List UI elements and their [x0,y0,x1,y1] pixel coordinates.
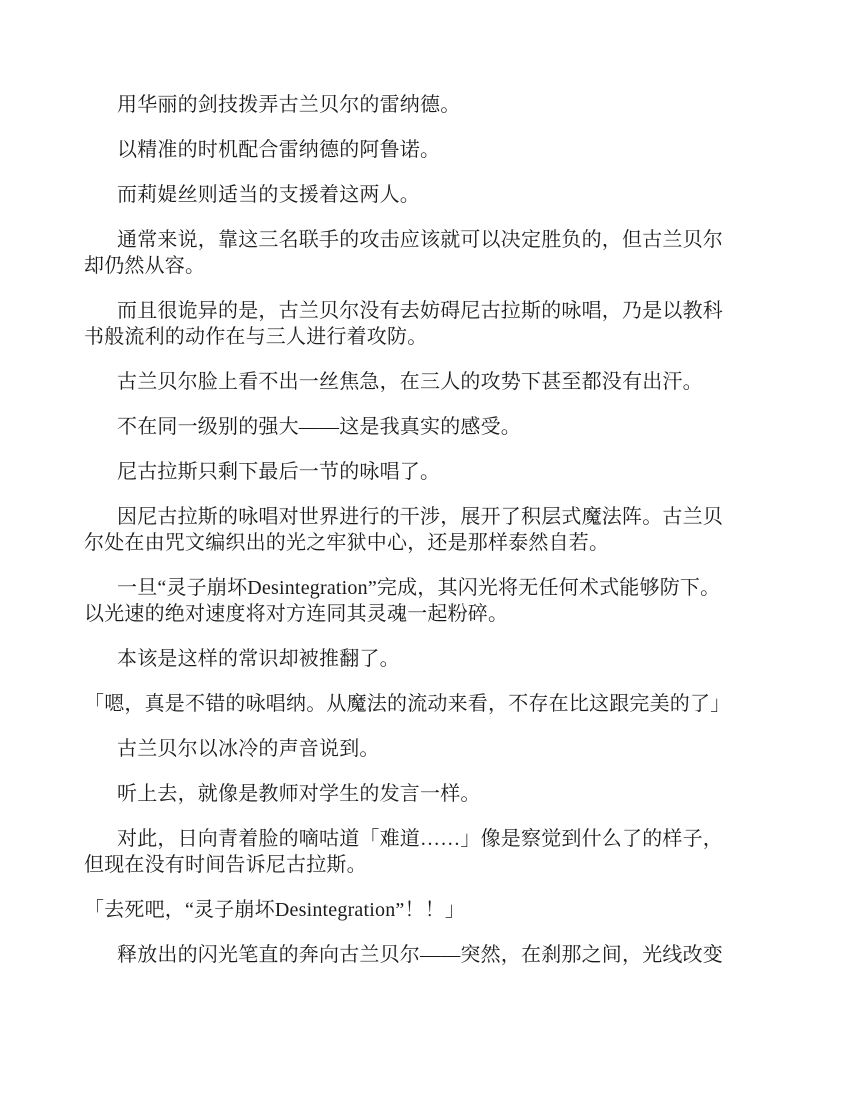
narration-paragraph: 释放出的闪光笔直的奔向古兰贝尔——突然，在刹那之间，光线改变 [117,944,723,966]
narration-paragraph: 因尼古拉斯的咏唱对世界进行的干涉，展开了积层式魔法阵。古兰贝尔处在由咒文编织出的光之牢狱中心，还是那样泰然自若。 [84,506,723,554]
narration-paragraph: 以精准的时机配合雷纳德的阿鲁诺。 [117,139,441,161]
narration-paragraph: 本该是这样的常识却被推翻了。 [117,648,400,670]
novel-text-body [84,92,736,968]
narration-paragraph: 通常来说，靠这三名联手的攻击应该就可以决定胜负的，但古兰贝尔却仍然从容。 [84,229,723,277]
narration-paragraph: 一旦“灵子崩坏Desintegration”完成，其闪光将无任何术式能够防下。以光速的绝对速度将对方连同其灵魂一起粉碎。 [84,577,721,625]
narration-paragraph: 不在同一级别的强大——这是我真实的感受。 [117,416,521,438]
narration-paragraph: 而莉媞丝则适当的支援着这两人。 [117,184,420,206]
narration-paragraph: 而且很诡异的是，古兰贝尔没有去妨碍尼古拉斯的咏唱，乃是以教科书般流利的动作在与三人进行着攻防。 [84,300,723,348]
narration-paragraph: 古兰贝尔脸上看不出一丝焦急，在三人的攻势下甚至都没有出汗。 [117,371,703,393]
narration-paragraph: 用华丽的剑技拨弄古兰贝尔的雷纳德。 [117,94,461,116]
narration-paragraph: 听上去，就像是教师对学生的发言一样。 [117,783,481,805]
narration-paragraph: 对此，日向青着脸的嘀咕道「难道……」像是察觉到什么了的样子，但现在没有时间告诉尼古拉斯。 [84,828,723,876]
narration-paragraph: 古兰贝尔以冰冷的声音说到。 [117,738,380,760]
narration-paragraph: 尼古拉斯只剩下最后一节的咏唱了。 [117,461,441,483]
dialogue-paragraph: 「嗯，真是不错的咏唱纳。从魔法的流动来看，不存在比这跟完美的了」 [84,693,731,715]
dialogue-paragraph: 「去死吧，“灵子崩坏Desintegration”！！」 [84,899,466,921]
